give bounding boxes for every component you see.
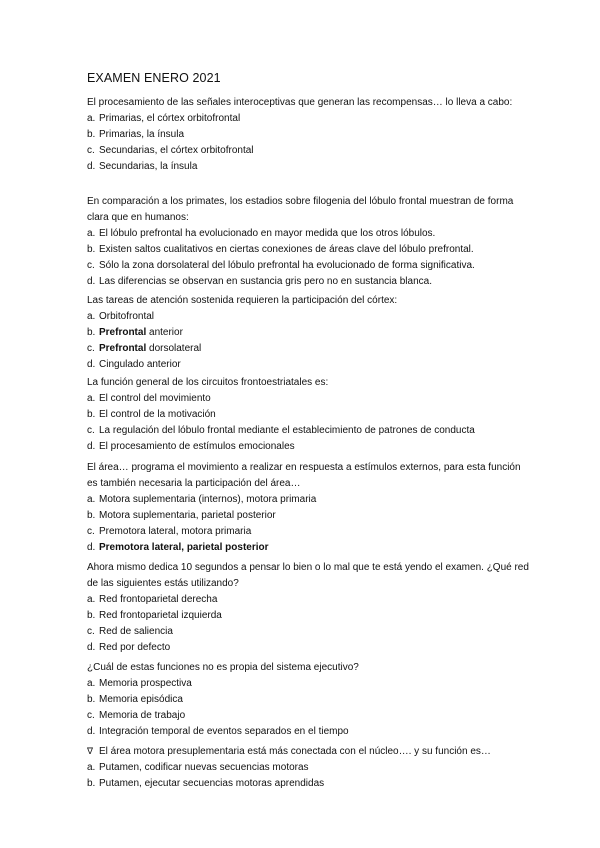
option-d: d. Secundarias, la ínsula xyxy=(87,161,198,172)
option-b: b. Putamen, ejecutar secuencias motoras aprendidas xyxy=(87,778,325,789)
option-a: a. El control del movimiento xyxy=(87,393,211,404)
question-7 xyxy=(87,660,532,740)
question-4 xyxy=(87,375,532,455)
question-2 xyxy=(87,194,532,290)
option-a: a. Primarias, el córtex orbitofrontal xyxy=(87,113,241,124)
option-a: a. Putamen, codificar nuevas secuencias motoras xyxy=(87,762,309,773)
question-stem: El área… programa el movimiento a realizar en respuesta a estímulos externos, para esta función es también necesaria la participación del área… xyxy=(87,462,521,489)
question-stem: El procesamiento de las señales interoceptivas que generan las recompensas… lo lleva a cabo: xyxy=(87,97,513,108)
option-a: a. Motora suplementaria (internos), motora primaria xyxy=(87,494,317,505)
question-8 xyxy=(87,743,532,792)
option-d: d. El procesamiento de estímulos emocionales xyxy=(87,441,295,452)
option-c: c. La regulación del lóbulo frontal mediante el establecimiento de patrones de conducta xyxy=(87,425,475,436)
question-stem: ¿Cuál de estas funciones no es propia del sistema ejecutivo? xyxy=(87,662,359,673)
option-b: b. Motora suplementaria, parietal posterior xyxy=(87,510,276,521)
option-c: c. Premotora lateral, motora primaria xyxy=(87,526,252,537)
question-stem: Las tareas de atención sostenida requieren la participación del córtex: xyxy=(87,295,398,306)
option-b: b. Primarias, la ínsula xyxy=(87,129,185,140)
page-title: EXAMEN ENERO 2021 xyxy=(87,71,221,85)
question-stem: ∇ El área motora presuplementaria está más conectada con el núcleo…. y su función es… xyxy=(87,743,532,760)
option-b: b. Red frontoparietal izquierda xyxy=(87,610,222,621)
option-c: c. Sólo la zona dorsolateral del lóbulo prefrontal ha evolucionado de forma significativa. xyxy=(87,260,475,271)
question-1 xyxy=(87,95,532,175)
option-c: c. Prefrontal dorsolateral xyxy=(87,343,202,354)
option-b: b. El control de la motivación xyxy=(87,409,216,420)
triangle-marker-icon: ∇ xyxy=(87,746,94,756)
option-c: c. Secundarias, el córtex orbitofrontal xyxy=(87,145,254,156)
option-b: b. Existen saltos cualitativos en ciertas conexiones de áreas clave del lóbulo prefrontal. xyxy=(87,244,474,255)
option-b: b. Prefrontal anterior xyxy=(87,327,183,338)
option-c: c. Memoria de trabajo xyxy=(87,710,186,721)
option-d: d. Premotora lateral, parietal posterior xyxy=(87,542,269,553)
option-d: d. Red por defecto xyxy=(87,642,171,653)
question-stem: La función general de los circuitos frontoestriatales es: xyxy=(87,377,329,388)
option-a: a. Memoria prospectiva xyxy=(87,678,192,689)
option-d: d. Integración temporal de eventos separados en el tiempo xyxy=(87,726,349,737)
question-3 xyxy=(87,293,532,373)
option-d: d. Cingulado anterior xyxy=(87,359,181,370)
question-stem: Ahora mismo dedica 10 segundos a pensar lo bien o lo mal que te está yendo el examen. ¿Qué red de las siguientes estás utilizando? xyxy=(87,562,529,589)
question-5 xyxy=(87,460,532,556)
option-c: c. Red de saliencia xyxy=(87,626,173,637)
option-b: b. Memoria episódica xyxy=(87,694,183,705)
option-a: a. Red frontoparietal derecha xyxy=(87,594,218,605)
question-6 xyxy=(87,560,532,656)
question-stem: En comparación a los primates, los estadios sobre filogenia del lóbulo frontal muestran de forma clara que en humanos: xyxy=(87,196,514,223)
option-a: a. Orbitofrontal xyxy=(87,311,155,322)
option-d: d. Las diferencias se observan en sustancia gris pero no en sustancia blanca. xyxy=(87,276,432,287)
option-a: a. El lóbulo prefrontal ha evolucionado en mayor medida que los otros lóbulos. xyxy=(87,228,436,239)
